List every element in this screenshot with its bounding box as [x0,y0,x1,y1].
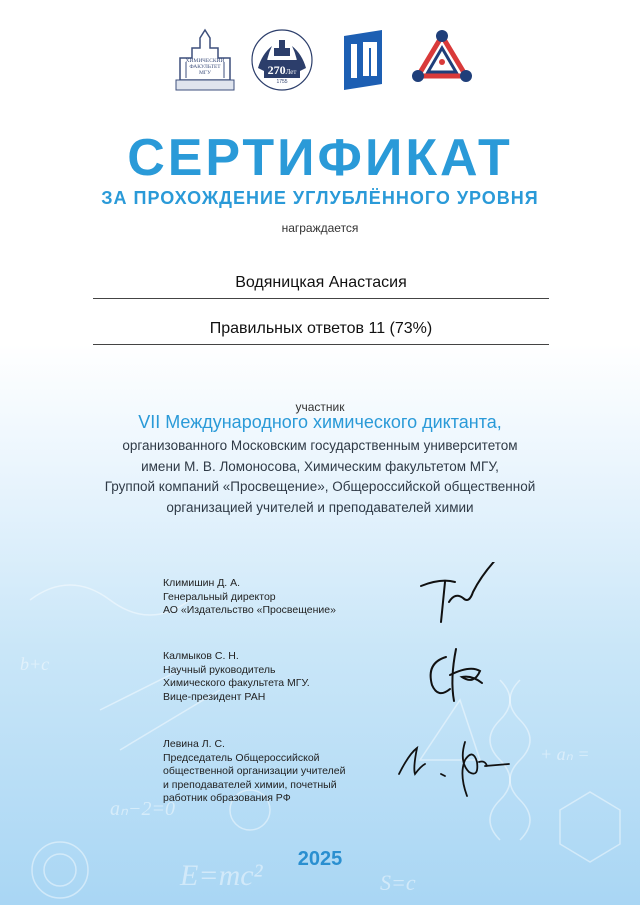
signatory-position: Генеральный директор [163,590,276,603]
anniversary-number: 270 [267,63,286,77]
signatory-klimishin [163,577,336,618]
signatory-position: и преподавателей химии, почетный [163,778,337,791]
signatory-position: АО «Издательство «Просвещение» [163,604,336,616]
signatory-name: Калмыков С. Н. [163,650,239,662]
signature-klimishin [415,562,515,628]
signatory-position: Председатель Общероссийской [163,751,320,764]
svg-text:b+c: b+c [20,654,50,674]
logo-line: МГУ [199,70,211,76]
prosveshchenie-logo [340,28,386,92]
chem-faculty-logo-text [178,58,232,76]
signatory-position: общественной организации учителей [163,765,346,777]
chem-teachers-org-logo [410,28,474,92]
svg-text:S=c: S=c [380,870,416,895]
signature-kalmykov [420,645,490,705]
signatory-position: Химического факультета МГУ. [163,677,310,689]
certificate-subtitle: ЗА ПРОХОЖДЕНИЕ УГЛУБЛЁННОГО УРОВНЯ [101,188,539,208]
signatory-position: работник образования РФ [163,792,291,804]
description-line: организованного Московским государственным университетом [122,438,518,453]
signature-levina [393,722,513,802]
awarded-label: награждается [281,221,359,235]
result-text: Правильных ответов 11 (73%) [209,320,433,337]
description-line: имени М. В. Ломоносова, Химическим факультетом МГУ, [141,458,499,474]
description-line: организацией учителей и преподавателей химии [166,499,474,515]
svg-text:E=mc²: E=mc² [180,859,263,892]
anniversary-text [266,61,298,79]
signatory-position: Вице-президент РАН [163,690,266,703]
contest-description [0,436,640,518]
anniversary-word: Лет [285,68,297,76]
logo-line: ХИМИЧЕСКИЙ [185,58,225,64]
participant-label: участник [295,400,345,414]
signatory-name: Левина Л. С. [163,738,225,750]
signatory-kalmykov [163,650,310,704]
result-underline [93,344,549,345]
contest-name: VII Международного химического диктанта, [138,412,502,432]
svg-text:aₙ−2=0: aₙ−2=0 [110,798,175,820]
recipient-underline [93,298,549,299]
signatory-levina [163,738,346,806]
description-line: Группой компаний «Просвещение», Общероссийской общественной [104,479,536,494]
certificate-title: СЕРТИФИКАТ [127,129,513,187]
signatory-name: Климишин Д. А. [163,577,241,589]
certificate-year: 2025 [297,848,343,870]
recipient-name: Водяницкая Анастасия [235,274,407,291]
svg-text:+ aₙ =: + aₙ = [540,744,590,764]
signatory-position: Научный руководитель [163,663,276,676]
anniversary-year: 1755 [276,79,288,85]
logo-line: ФАКУЛЬТЕТ [189,64,221,70]
